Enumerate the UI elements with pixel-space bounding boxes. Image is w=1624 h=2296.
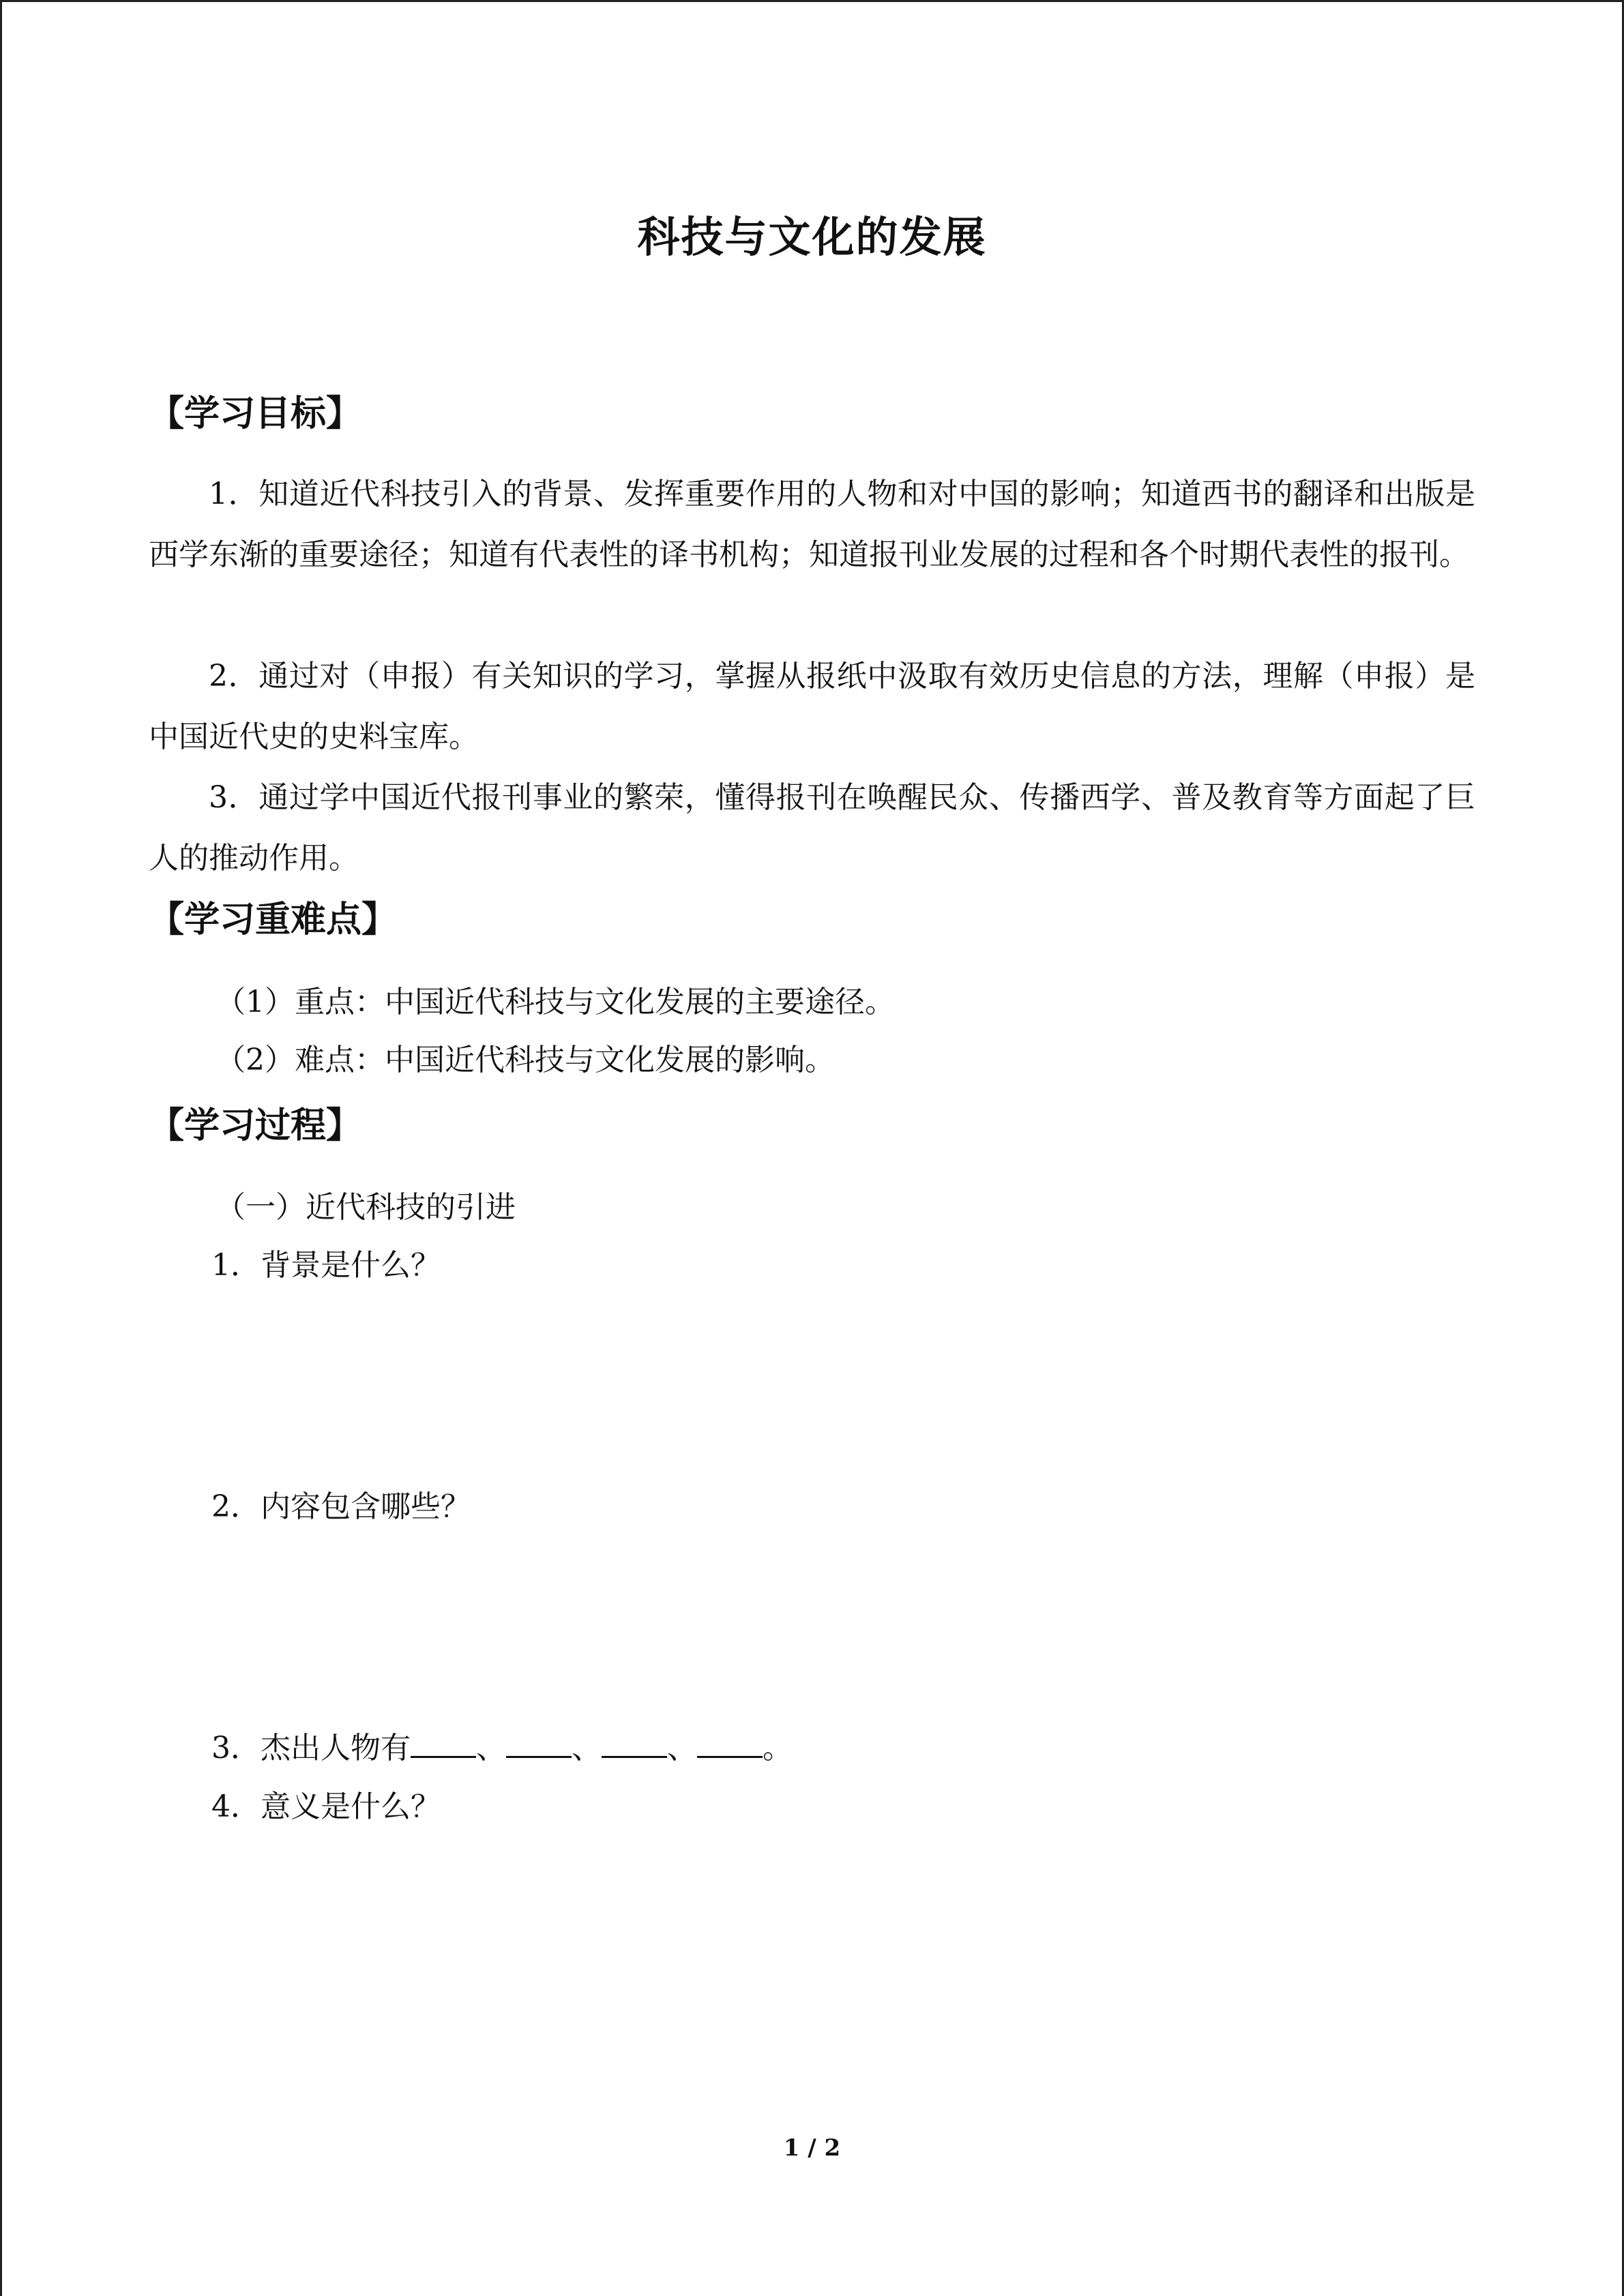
answer-blank-1[interactable] — [411, 1729, 476, 1758]
answer-blank-4[interactable] — [697, 1729, 763, 1758]
question-3-end: 。 — [763, 1731, 793, 1765]
page-title: 科技与文化的发展 — [637, 212, 987, 262]
question-2: 2．内容包含哪些？ — [211, 1489, 471, 1524]
page-number: 1 / 2 — [783, 2134, 841, 2162]
key-point-item: （1）重点：中国近代科技与文化发展的主要途径。 — [216, 985, 895, 1019]
process-subheading: （一）近代科技的引进 — [216, 1190, 516, 1225]
objective-paragraph-3: 3．通过学中国近代报刊事业的繁荣，懂得报刊在唤醒民众、传播西学、普及教育等方面起了巨人的推动作用。 — [149, 780, 1475, 876]
question-1: 1．背景是什么？ — [211, 1248, 441, 1283]
heading-key-points: 【学习重难点】 — [149, 899, 398, 940]
question-3-prefix: 3．杰出人物有 — [211, 1731, 411, 1765]
heading-objectives: 【学习目标】 — [149, 393, 362, 434]
separator: 、 — [476, 1731, 506, 1765]
objective-paragraph-1: 1．知道近代科技引入的背景、发挥重要作用的人物和对中国的影响；知道西书的翻译和出版是西学东渐的重要途径；知道有代表性的译书机构；知道报刊业发展的过程和各个时期代表性的报刊。 — [149, 477, 1475, 572]
separator: 、 — [667, 1731, 697, 1765]
answer-blank-2[interactable] — [506, 1729, 572, 1758]
answer-blank-3[interactable] — [602, 1729, 667, 1758]
difficulty-item: （2）难点：中国近代科技与文化发展的影响。 — [216, 1043, 835, 1077]
question-3 — [211, 1728, 793, 1769]
heading-process: 【学习过程】 — [149, 1105, 362, 1146]
objective-paragraph-2: 2．通过对（申报）有关知识的学习，掌握从报纸中汲取有效历史信息的方法，理解（申报）是中国近代史的史料宝库。 — [149, 659, 1475, 754]
separator: 、 — [572, 1731, 602, 1765]
question-4: 4．意义是什么？ — [211, 1789, 441, 1824]
